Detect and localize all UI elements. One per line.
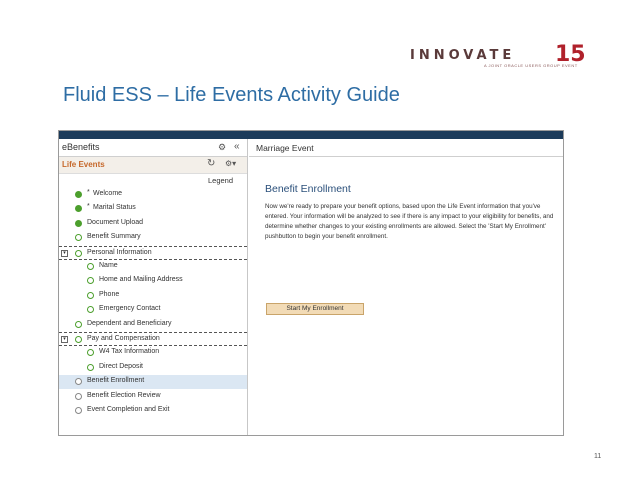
status-icon (75, 234, 82, 241)
complete-status-icon (75, 205, 82, 212)
life-events-title: Life Events (62, 160, 105, 169)
status-icon (75, 393, 82, 400)
step-item[interactable] (59, 188, 247, 202)
step-item[interactable] (59, 217, 247, 231)
status-icon (75, 407, 82, 414)
status-icon (75, 321, 82, 328)
step-label: Dependent and Beneficiary (87, 319, 172, 327)
logo-tagline: A JOINT ORACLE USERS GROUP EVENT (484, 63, 578, 68)
step-label: Personal Information (87, 248, 152, 256)
step-label: Name (99, 262, 118, 269)
start-my-enrollment-button[interactable]: Start My Enrollment (266, 303, 364, 315)
step-label: Emergency Contact (99, 305, 161, 313)
step-item[interactable] (59, 303, 247, 317)
step-label: Marital Status (93, 204, 136, 212)
step-label: Benefit Election Review (87, 391, 161, 399)
status-icon (75, 336, 82, 343)
expand-toggle-icon[interactable]: ▾ (61, 250, 68, 257)
collapse-icon[interactable]: « (234, 141, 240, 152)
step-item[interactable] (59, 202, 247, 216)
step-label: Pay and Compensation (87, 335, 160, 342)
status-icon (75, 250, 82, 257)
page-heading: Benefit Enrollment (265, 183, 351, 195)
page-number: 11 (594, 453, 602, 460)
complete-status-icon (75, 191, 82, 198)
step-item[interactable] (59, 260, 247, 274)
innovate-logo (410, 42, 590, 72)
step-label: Benefit Summary (87, 233, 141, 241)
app-top-bar (59, 131, 563, 139)
step-item[interactable] (59, 289, 247, 303)
status-icon (75, 378, 82, 385)
step-item[interactable] (59, 274, 247, 288)
settings-menu-icon[interactable]: ⚙▾ (225, 159, 237, 168)
step-label: Document Upload (87, 218, 144, 226)
step-item[interactable] (59, 231, 247, 245)
expand-toggle-icon[interactable]: ▾ (61, 336, 68, 343)
gear-icon[interactable]: ⚙ (218, 142, 227, 152)
complete-status-icon (75, 220, 82, 227)
ebenefits-header (59, 139, 247, 157)
status-icon (87, 277, 94, 284)
step-label: Benefit Enrollment (87, 377, 145, 385)
step-label: W4 Tax Information (99, 348, 160, 356)
status-icon (87, 263, 94, 270)
step-item[interactable] (59, 246, 247, 260)
app-screenshot (58, 130, 564, 436)
step-item[interactable] (59, 332, 247, 346)
step-label: Direct Deposit (99, 362, 143, 370)
slide-title: Fluid ESS – Life Events Activity Guide (63, 84, 400, 106)
logo-text: INNOVATE (410, 48, 516, 63)
event-title: Marriage Event (256, 143, 314, 153)
step-item[interactable] (59, 375, 247, 389)
refresh-icon[interactable]: ↻ (207, 158, 216, 169)
step-label: Welcome (93, 190, 123, 197)
required-marker: * (87, 203, 90, 211)
legend-link[interactable]: Legend (208, 176, 234, 185)
step-label: Event Completion and Exit (87, 406, 170, 413)
status-icon (87, 306, 94, 313)
required-marker: * (87, 189, 90, 196)
step-item[interactable] (59, 390, 247, 404)
status-icon (87, 349, 94, 356)
ebenefits-title: eBenefits (62, 142, 100, 152)
step-item[interactable] (59, 404, 247, 418)
instruction-text: Now we're ready to prepare your benefit options, based upon the Life Event information that you've entered. Your information will be analyzed to see if there is any impact to your eligibility for benefits, and determine whether changes to your existing enrollments are allowed. Select the 'Start My Enrollment' pushbutton to begin your benefit enrollment. (265, 203, 554, 240)
content-panel (249, 139, 563, 435)
step-item[interactable] (59, 318, 247, 332)
step-item[interactable] (59, 346, 247, 360)
step-item[interactable] (59, 361, 247, 375)
logo-number: 15 (555, 42, 586, 67)
life-events-header (59, 157, 247, 174)
event-header (249, 139, 563, 157)
activity-guide-panel (59, 139, 248, 435)
step-label: Home and Mailing Address (99, 276, 183, 284)
status-icon (87, 364, 94, 371)
status-icon (87, 292, 94, 299)
step-label: Phone (99, 290, 120, 298)
